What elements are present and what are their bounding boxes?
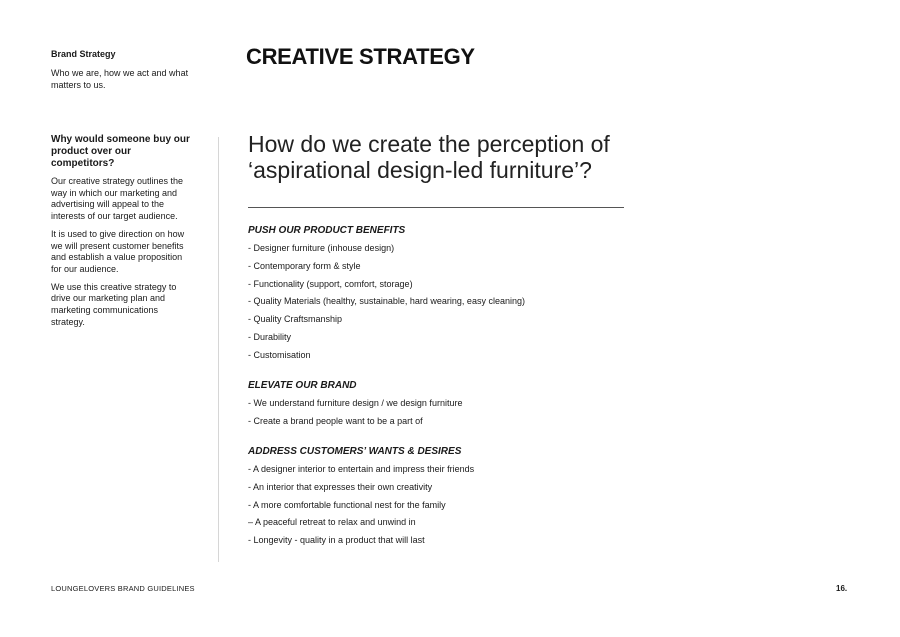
list-item: - We understand furniture design / we design furniture [248, 398, 463, 408]
list-item: - Longevity - quality in a product that will last [248, 535, 425, 546]
list-item: - Functionality (support, comfort, storage) [248, 278, 413, 289]
list-item: - Durability [248, 331, 292, 342]
page-title: CREATIVE STRATEGY [246, 44, 475, 69]
desires-list [248, 463, 668, 552]
list-item: - A designer interior to entertain and impress their friends [248, 464, 475, 474]
section-elevate-brand [248, 379, 668, 433]
list-item: - An interior that expresses their own creativity [248, 481, 433, 492]
footer-brand: LOUNGELOVERS BRAND GUIDELINES [51, 584, 195, 593]
section-customer-desires [248, 445, 668, 552]
list-item: - Quality Craftsmanship [248, 314, 343, 325]
page-number: 16. [836, 584, 848, 593]
sidebar-paragraph: We use this creative strategy to drive our marketing plan and marketing communications strategy. [51, 281, 177, 327]
list-item: - Contemporary form & style [248, 260, 361, 271]
list-item: - Quality Materials (healthy, sustainable, hard wearing, easy cleaning) [248, 296, 525, 307]
section-title: PUSH OUR PRODUCT BENEFITS [248, 225, 406, 236]
sidebar-paragraphs [51, 176, 191, 334]
section-title: ELEVATE OUR BRAND [248, 380, 357, 391]
list-item: - Designer furniture (inhouse design) [248, 243, 395, 253]
sidebar-question-heading: Why would someone buy our product over our competitors? [51, 134, 190, 169]
main-question: How do we create the perception of ‘aspirational design-led furniture’? [248, 131, 610, 183]
list-item: - Customisation [248, 349, 311, 360]
sidebar-paragraph: It is used to give direction on how we will present customer benefits and establish a value proposition for our audience. [51, 228, 185, 274]
section-product-benefits [248, 224, 668, 367]
sidebar-section-description: Who we are, how we act and what matters to us. [51, 68, 189, 90]
sidebar-section-label: Brand Strategy [51, 49, 116, 59]
horizontal-rule [248, 207, 624, 208]
sidebar-paragraph: Our creative strategy outlines the way in which our marketing and advertising will appeal to the interests of our target audience. [51, 176, 184, 222]
list-item: - A more comfortable functional nest for the family [248, 499, 446, 510]
section-title: ADDRESS CUSTOMERS’ WANTS & DESIRES [248, 446, 462, 457]
brand-list [248, 397, 668, 433]
benefit-list [248, 242, 668, 367]
list-item: – A peaceful retreat to relax and unwind in [248, 517, 416, 528]
list-item: - Create a brand people want to be a part of [248, 415, 423, 426]
vertical-divider [218, 137, 219, 562]
